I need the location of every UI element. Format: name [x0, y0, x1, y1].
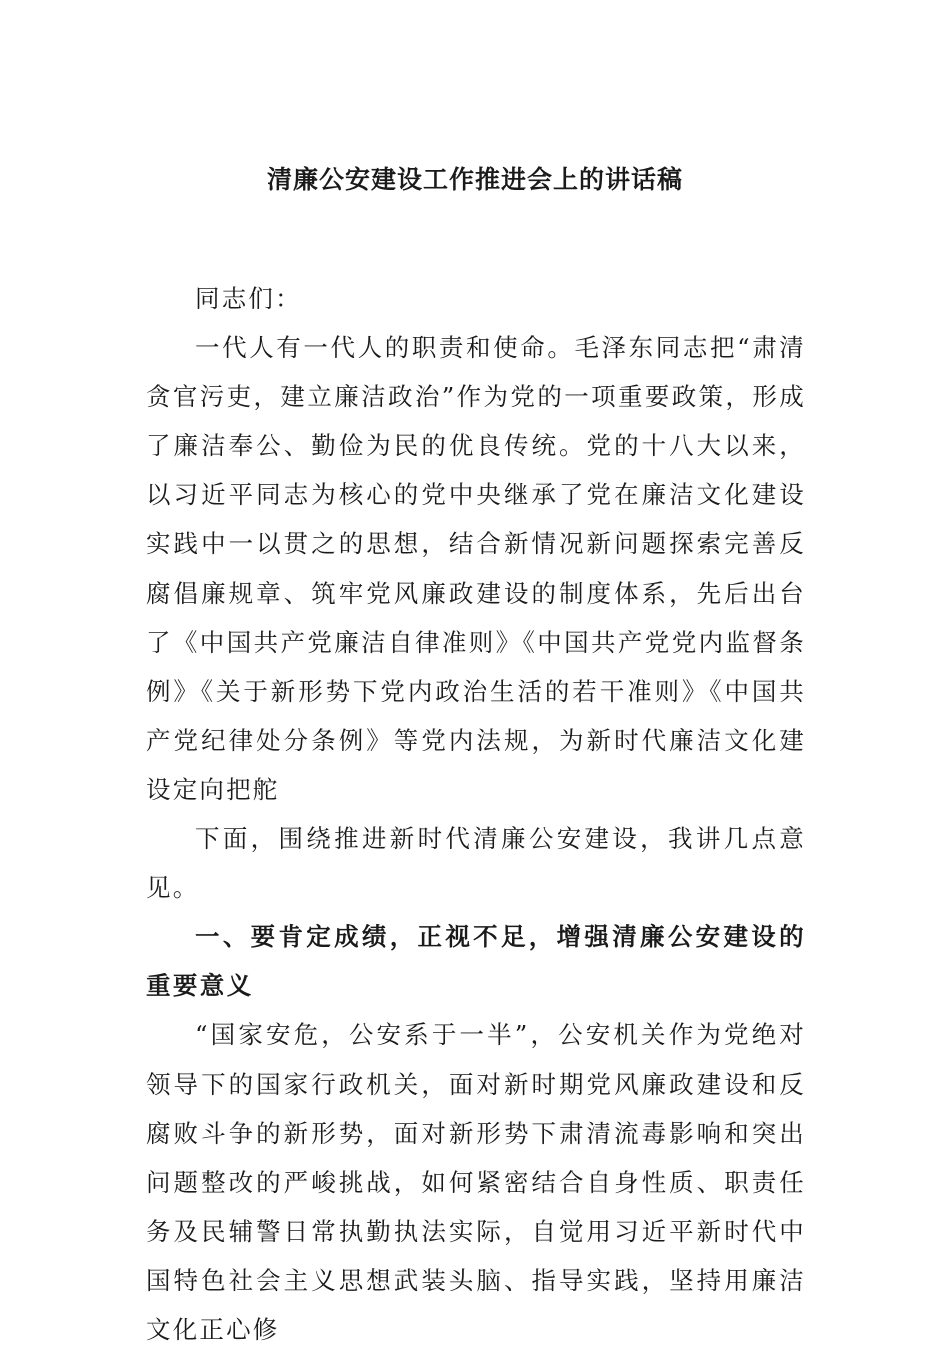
paragraph-section-1: “国家安危，公安系于一半”，公安机关作为党绝对领导下的国家行政机关，面对新时期党风廉政建设和反腐败斗争的新形势，面对新形势下肃清流毒影响和突出问题整改的严峻挑战，如何紧密结合自身性质、职责任务及民辅警日常执勤执法实际，自觉用习近平新时代中国特色社会主义思想武装头脑、指导实践，坚持用廉洁文化正心修 — [146, 1020, 806, 1344]
document-body — [146, 274, 806, 1354]
section-heading-1: 一、要肯定成绩，正视不足，增强清廉公安建设的重要意义 — [146, 922, 806, 1001]
paragraph-transition: 下面，围绕推进新时代清廉公安建设，我讲几点意见。 — [146, 824, 806, 903]
salutation: 同志们： — [195, 284, 302, 313]
document-title: 清廉公安建设工作推进会上的讲话稿 — [266, 165, 683, 194]
paragraph-intro: 一代人有一代人的职责和使命。毛泽东同志把“肃清贪官污吏，建立廉洁政治”作为党的一项重要政策，形成了廉洁奉公、勤俭为民的优良传统。党的十八大以来，以习近平同志为核心的党中央继承了党在廉洁文化建设实践中一以贯之的思想，结合新情况新问题探索完善反腐倡廉规章、筑牢党风廉政建设的制度体系，先后出台了《中国共产党廉洁自律准则》《中国共产党党内监督条例》《关于新形势下党内政治生活的若干准则》《中国共产党纪律处分条例》等党内法规，为新时代廉洁文化建设定向把舵 — [146, 333, 806, 804]
